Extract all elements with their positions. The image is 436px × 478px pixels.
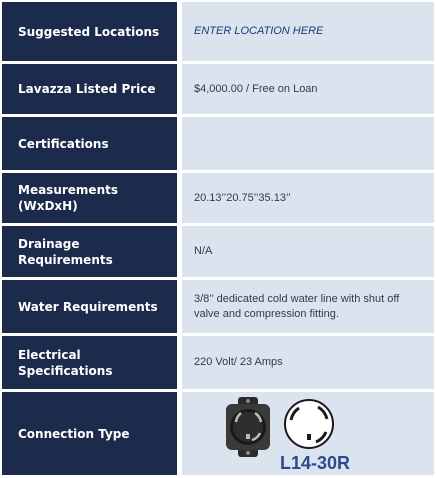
electrical-value: 220 Volt/ 23 Amps (182, 336, 434, 389)
drainage-value: N/A (182, 226, 434, 277)
row-water (2, 280, 434, 333)
row-certifications (2, 117, 434, 170)
price-value: $4,000.00 / Free on Loan (182, 64, 434, 114)
water-value: 3/8’’ dedicated cold water line with shut off valve and compression fitting. (182, 280, 434, 333)
measurements-value: 20.13’’20.75’’35.13’’ (182, 173, 434, 223)
row-label: Electrical Specifications (2, 336, 177, 389)
row-label: Measurements (WxDxH) (2, 173, 177, 223)
location-value: ENTER LOCATION HERE (182, 2, 434, 61)
row-label: Connection Type (2, 392, 177, 475)
row-measurements (2, 173, 434, 223)
row-label: Suggested Locations (2, 2, 177, 61)
row-label: Certifications (2, 117, 177, 170)
receptacle-outlet-icon (224, 396, 272, 458)
spec-table (2, 2, 434, 478)
certifications-value (182, 117, 434, 170)
twist-lock-plug-face-icon (280, 398, 338, 450)
row-label: Water Requirements (2, 280, 177, 333)
row-label: Drainage Requirements (2, 226, 177, 277)
row-drainage (2, 226, 434, 277)
row-connection-type (2, 392, 434, 475)
row-label: Lavazza Listed Price (2, 64, 177, 114)
row-suggested-locations (2, 2, 434, 61)
row-listed-price (2, 64, 434, 114)
connector-model-label: L14-30R (280, 453, 351, 473)
row-electrical (2, 336, 434, 389)
connection-value (182, 392, 434, 475)
